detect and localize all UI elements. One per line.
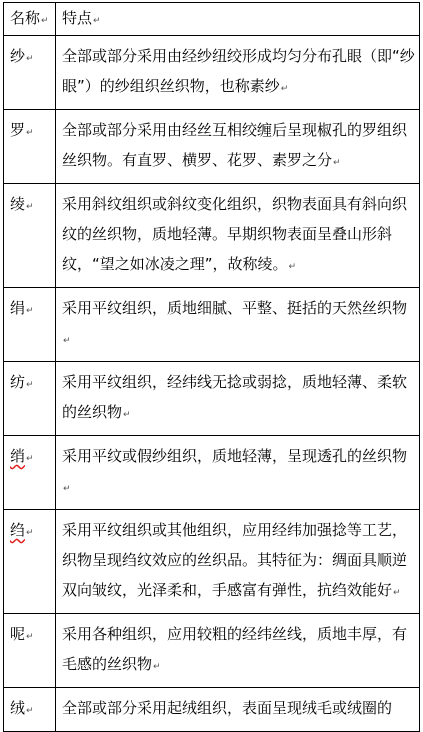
paragraph-mark: ↵ <box>26 528 34 538</box>
silk-fabric-table <box>3 2 420 732</box>
row-name-cell <box>4 110 56 184</box>
paragraph-mark: ↵ <box>26 202 34 212</box>
row-name-text: 绫 <box>10 195 26 213</box>
table-row <box>4 184 420 288</box>
row-desc-text: 采用平纹组织或其他组织，应用经纬加强捻等工艺，织物呈现绉纹效应的丝织品。其特征为：绸面具顺逆双向皱纹，光泽柔和，手感富有弹性，抗绉效能好 <box>62 521 408 599</box>
row-desc-cell <box>56 614 420 688</box>
row-name-cell <box>4 436 56 510</box>
row-desc-cell <box>56 362 420 436</box>
paragraph-mark: ↵ <box>93 16 101 26</box>
paragraph-mark: ↵ <box>26 454 34 464</box>
row-name-cell <box>4 510 56 614</box>
row-name-text: 绡 <box>10 447 26 465</box>
row-name-text: 纺 <box>10 373 26 391</box>
row-desc-text: 全部或部分采用由经纱纽绞形成均匀分布孔眼（即“纱眼”）的纱组织丝织物，也称素纱 <box>62 47 415 95</box>
paragraph-mark: ↵ <box>26 128 34 138</box>
row-desc-text: 采用平纹或假纱组织，质地轻薄，呈现透孔的丝织物 <box>62 447 408 465</box>
table-row <box>4 288 420 362</box>
header-cell-name <box>4 3 56 36</box>
paragraph-mark: ↵ <box>153 662 161 672</box>
row-desc-cell <box>56 288 420 362</box>
row-name-text: 纱 <box>10 47 26 65</box>
paragraph-mark: ↵ <box>26 54 34 64</box>
row-desc-cell <box>56 436 420 510</box>
header-cell-desc <box>56 3 420 36</box>
row-desc-text: 采用各种组织，应用较粗的经纬丝线，质地丰厚，有毛感的丝织物 <box>62 625 408 673</box>
paragraph-mark: ↵ <box>26 380 34 390</box>
row-name-cell <box>4 36 56 110</box>
row-desc-text: 全部或部分采用由经丝互相绞缠后呈现椒孔的罗组织丝织物。有直罗、横罗、花罗、素罗之分 <box>62 121 408 169</box>
silk-fabric-table-wrap <box>3 2 419 717</box>
row-name-text: 呢 <box>10 625 26 643</box>
table-row <box>4 614 420 688</box>
paragraph-mark: ↵ <box>288 262 297 272</box>
row-desc-cell <box>56 36 420 110</box>
row-desc-cell <box>56 510 420 614</box>
header-name-text: 名称 <box>10 9 41 27</box>
header-desc-text: 特点 <box>62 9 93 27</box>
paragraph-mark: ↵ <box>26 632 34 642</box>
row-desc-cell <box>56 110 420 184</box>
row-name-cell <box>4 184 56 288</box>
paragraph-mark: ↵ <box>26 706 34 716</box>
row-desc-text: 采用平纹组织，经纬线无捻或弱捻，质地轻薄、柔软的丝织物 <box>62 373 408 421</box>
paragraph-mark: ↵ <box>41 16 49 26</box>
paragraph-mark: ↵ <box>63 484 71 494</box>
paragraph-mark: ↵ <box>63 336 71 346</box>
row-name-text: 绒 <box>10 699 26 717</box>
row-desc-text: 全部或部分采用起绒组织，表面呈现绒毛或绒圈的 <box>62 699 393 717</box>
row-name-cell <box>4 362 56 436</box>
paragraph-mark: ↵ <box>123 410 131 420</box>
row-desc-cell <box>56 688 420 732</box>
table-header-row <box>4 3 420 36</box>
table-row <box>4 362 420 436</box>
paragraph-mark: ↵ <box>280 84 289 94</box>
row-name-cell <box>4 614 56 688</box>
row-desc-text: 采用平纹组织，质地细腻、平整、挺括的天然丝织物 <box>62 299 408 317</box>
row-name-text: 绉 <box>10 521 26 539</box>
table-row <box>4 36 420 110</box>
table-row <box>4 510 420 614</box>
table-row <box>4 436 420 510</box>
row-name-text: 罗 <box>10 121 26 139</box>
row-name-cell <box>4 688 56 732</box>
paragraph-mark: ↵ <box>333 158 341 168</box>
row-desc-text: 采用斜纹组织或斜纹变化组织，织物表面具有斜向织纹的丝织物，质地轻薄。早期织物表面呈叠山形斜纹，“望之如冰凌之理”，故称绫。 <box>62 195 408 273</box>
paragraph-mark: ↵ <box>26 306 34 316</box>
paragraph-mark: ↵ <box>393 588 401 598</box>
table-row <box>4 688 420 732</box>
row-desc-cell <box>56 184 420 288</box>
row-name-cell <box>4 288 56 362</box>
row-name-text: 绢 <box>10 299 26 317</box>
table-row <box>4 110 420 184</box>
